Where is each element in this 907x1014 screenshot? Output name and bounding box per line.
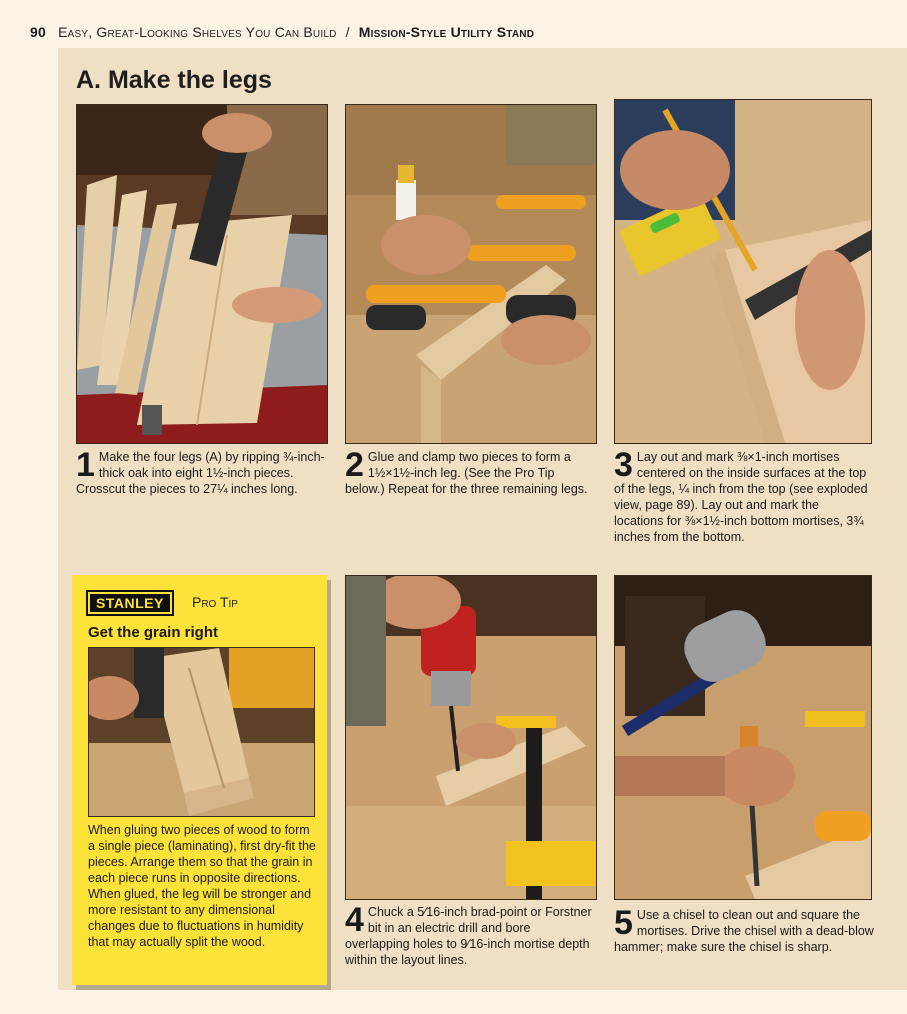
step-2-number: 2 [345, 446, 364, 484]
book-title: Easy, Great-Looking Shelves You Can Build [58, 24, 337, 40]
step-3-photo [614, 99, 872, 444]
step-4-caption [345, 901, 597, 968]
step-3-text: Lay out and mark ⅜×1-inch mortises centered on the inside surfaces at the top of the legs, ¼ inch from the top (see exploded view, page 89). Lay out and mark the locations for ⅜×1½-inch bottom mortises, 3¾ inches from the bottom. [614, 450, 868, 544]
step-5-photo [614, 575, 872, 900]
step-2-text: Glue and clamp two pieces to form a 1½×1½-inch leg. (See the Pro Tip below.) Repeat for the three remaining legs. [345, 450, 588, 496]
stanley-logo: STANLEY [88, 592, 172, 614]
section-title: A. Make the legs [76, 66, 272, 94]
step-4-photo [345, 575, 597, 900]
step-1-photo [76, 104, 328, 444]
page-number: 90 [30, 24, 46, 40]
step-1-number: 1 [76, 446, 95, 484]
pro-tip-title: Get the grain right [88, 624, 219, 641]
step-5-caption [614, 904, 876, 955]
pro-tip-box [72, 575, 327, 985]
header-separator: / [345, 24, 350, 40]
step-4-text: Chuck a 5⁄16-inch brad-point or Forstner bit in an electric drill and bore overlapping holes to 9⁄16-inch mortise depth within the layout lines. [345, 905, 592, 967]
step-3-number: 3 [614, 446, 633, 484]
step-5-number: 5 [614, 904, 633, 942]
project-title: Mission-Style Utility Stand [358, 24, 535, 40]
step-2-photo [345, 104, 597, 444]
step-2-caption [345, 446, 597, 497]
pro-tip-text: When gluing two pieces of wood to form a single piece (laminating), first dry-fit the pieces. Arrange them so that the grain in each piece runs in opposite directions. When glued, the leg will be stronger and more resistant to any dimensional changes due to fluctuations in humidity that may actually split the wood. [88, 823, 316, 949]
running-header [30, 24, 534, 46]
pro-tip-photo [88, 647, 315, 817]
step-1-text: Make the four legs (A) by ripping ¾-inch-thick oak into eight 1½-inch pieces. Crosscut the pieces to 27¼ inches long. [76, 450, 325, 496]
step-3-caption [614, 446, 870, 545]
pro-tip-label: Pro Tip [192, 594, 238, 610]
step-5-text: Use a chisel to clean out and square the mortises. Drive the chisel with a dead-blow hammer; make sure the chisel is sharp. [614, 908, 874, 954]
step-1-caption [76, 446, 326, 497]
step-4-number: 4 [345, 901, 364, 939]
